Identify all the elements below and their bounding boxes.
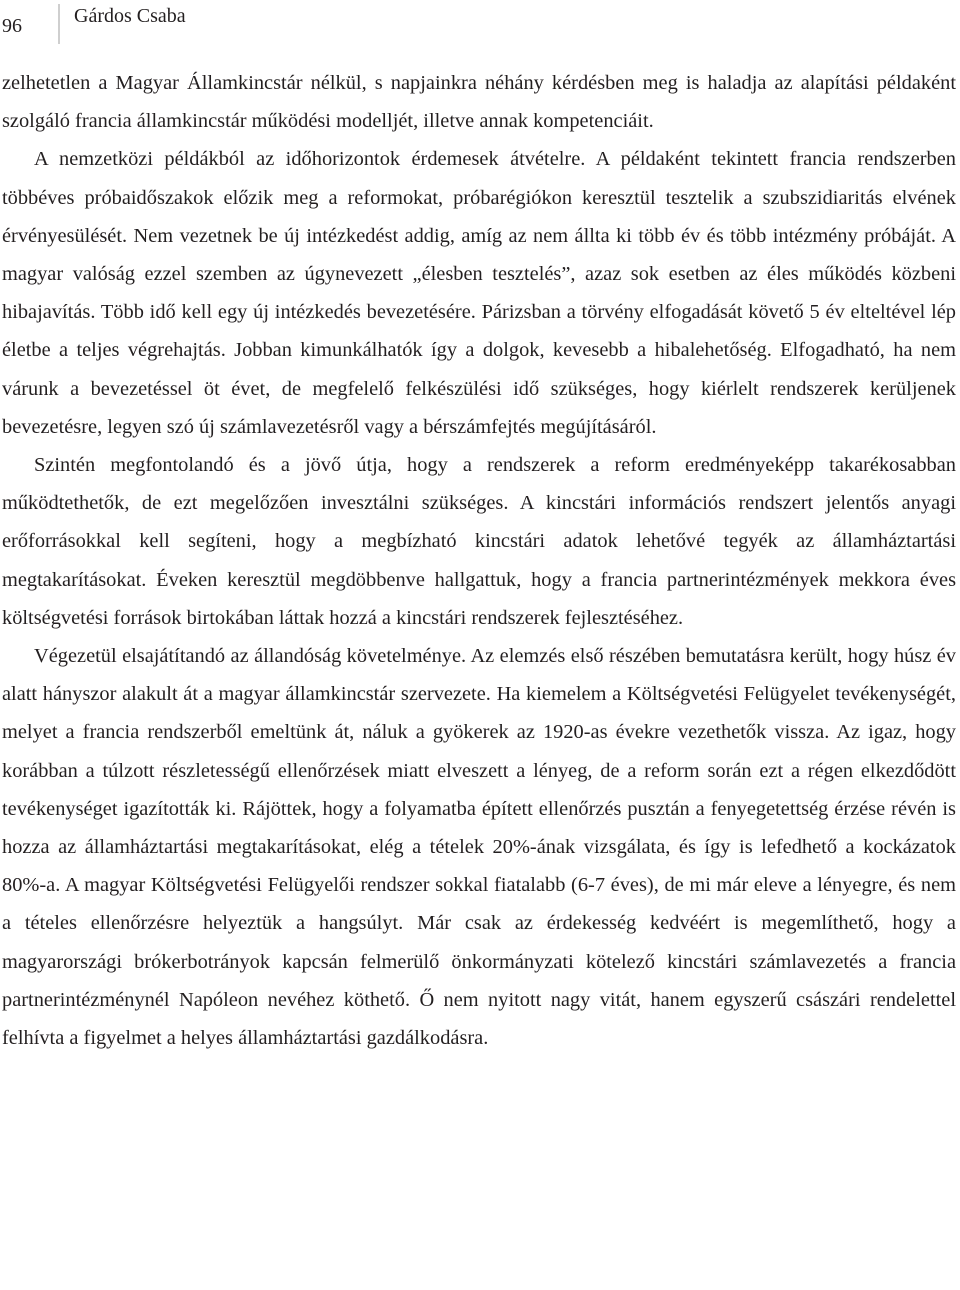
paragraph-investment: Szintén megfontolandó és a jövő útja, hogy a rendszerek a reform eredményeképp takarékosabban működtethetők, de ezt megelőzően invesztálni szükséges. A kincstári információs rendszert jelentős anyagi erőforrásokkal kell segíteni, hogy a megbízható kincstári adatok lehetővé tegyék az államháztartási megtakarításokat. Éveken keresztül megdöbbenve hallgattuk, hogy a francia partnerintézmények mekkora éves költségvetési források birtokában láttak hozzá a kincstári rendszerek fejlesztéséhez. (2, 454, 956, 629)
body-text (2, 64, 956, 1057)
header-divider (58, 4, 60, 44)
paragraph-permanence: Végezetül elsajátítandó az állandóság követelménye. Az elemzés első részében bemutatásra került, hogy húsz év alatt hányszor alakult át a magyar államkincstár szervezete. Ha kiemelem a Költségvetési Felügyelet tevékenységét, melyet a francia rendszerből emeltünk át, náluk a gyökerek az 1920-as évekre vezethetők vissza. Az igaz, hogy korábban a túlzott részletességű ellenőrzések miatt elveszett a lényeg, de a reform során ezt a régen elkezdődött tevékenységet igazították ki. Rájöttek, hogy a folyamatba épített ellenőrzés pusztán a fenyegetettség érzése révén is hozza az államháztartási megtakarításokat, elég a tételek 20%-ának vizsgálata, és így is lefedhető a kockázatok 80%-a. A magyar Költségvetési Felügyelői rendszer sokkal fiatalabb (6-7 éves), de mi már eleve a lényegre, és nem a tételes ellenőrzésre helyeztük a hangsúlyt. Már csak az érdekesség kedvéért is megemlíthető, hogy a magyarországi brókerbotrányok kapcsán felmerülő önkormányzati kötelező kincstári számlavezetés a francia partnerintézménynél Napóleon nevéhez köthető. Ő nem nyitott nagy vitát, hanem egyszerű császári rendelettel felhívta a figyelmet a helyes államháztartási gazdálkodásra. (2, 645, 956, 1050)
running-head-author: Gárdos Csaba (74, 5, 186, 27)
page-header (0, 0, 960, 48)
paragraph-continued: zelhetetlen a Magyar Államkincstár nélkül, s napjainkra néhány kérdésben meg is haladja az alapítási példaként szolgáló francia államkincstár működési modelljét, illetve annak kompetenciáit. (2, 72, 956, 133)
paragraph-time-horizons: A nemzetközi példákból az időhorizontok érdemesek átvételre. A példaként tekintett francia rendszerben többéves próbaidőszakok előzik meg a reformokat, próbarégiókon keresztül tesztelik a szubszidiaritás elvének érvényesülését. Nem vezetnek be új intézkedést addig, amíg az nem állta ki több év és több intézmény próbáját. A magyar valóság ezzel szemben az úgynevezett „élesben tesztelés”, azaz sok esetben az éles működés közbeni hibajavítás. Több idő kell egy új intézkedés bevezetésére. Párizsban a törvény elfogadását követő 5 év elteltével lép életbe a teljes végrehajtás. Jobban kimunkálhatók így a dolgok, kevesebb a hibalehetőség. Elfogadható, ha nem várunk a bevezetéssel öt évet, de megfelelő felkészülési idő szükséges, hogy kiérlelt rendszerek kerüljenek bevezetésre, legyen szó új számlavezetésről vagy a bérszámfejtés megújításáról. (2, 148, 956, 438)
page-number: 96 (2, 15, 22, 37)
